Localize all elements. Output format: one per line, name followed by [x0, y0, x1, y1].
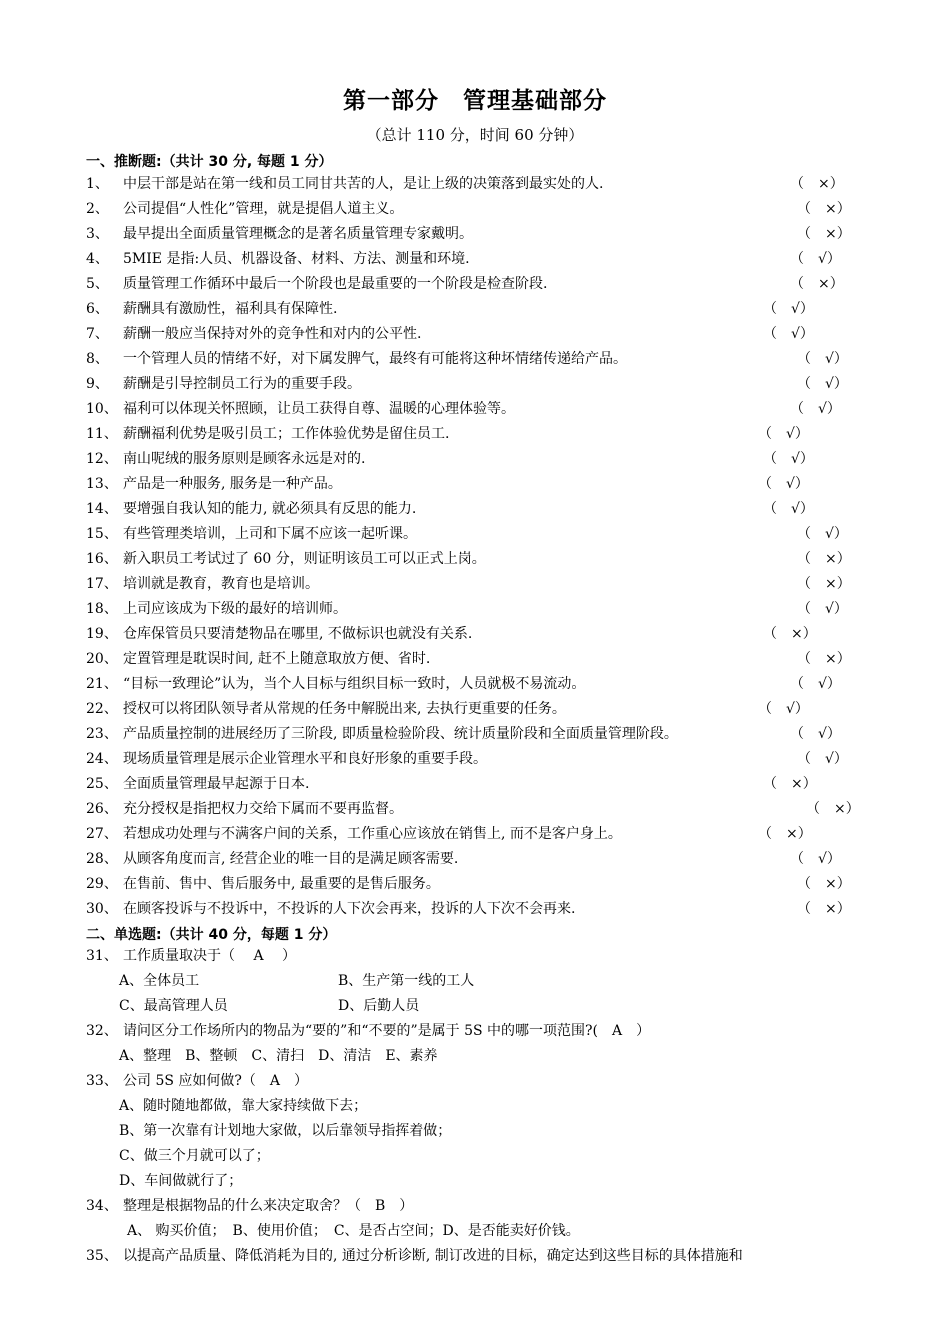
- question-number: 6、: [86, 301, 109, 317]
- option-b: B、生产第一线的工人: [338, 973, 475, 989]
- question-number: 20、: [86, 651, 118, 667]
- question-number: 34、: [86, 1198, 118, 1214]
- question-text: “目标一致理论”认为，当个人目标与组织目标一致时，人员就极不易流动。: [123, 676, 586, 692]
- question-text: 有些管理类培训，上司和下属不应该一起听课。: [123, 526, 417, 542]
- question-number: 11、: [86, 426, 118, 442]
- question-number: 15、: [86, 526, 118, 542]
- answer-mark: （ ×）: [790, 176, 844, 192]
- answer-mark: （ ×）: [797, 201, 851, 217]
- question-text: 在售前、售中、售后服务中, 最重要的是售后服务。: [123, 876, 440, 892]
- question-text: 工作质量取决于（ A ）: [123, 948, 297, 964]
- option-b: B、第一次靠有计划地大家做，以后靠领导指挥着做；: [119, 1123, 452, 1139]
- page-subtitle: （总计 110 分，时间 60 分钟）: [366, 126, 584, 144]
- question-number: 9、: [86, 376, 109, 392]
- question-number: 22、: [86, 701, 118, 717]
- question-number: 14、: [86, 501, 118, 517]
- page-title: 第一部分 管理基础部分: [343, 88, 607, 114]
- question-text: 一个管理人员的情绪不好，对下属发脾气，最终有可能将这种坏情绪传递给产品。: [123, 351, 627, 367]
- question-number: 26、: [86, 801, 118, 817]
- question-number: 5、: [86, 276, 109, 292]
- question-text: 现场质量管理是展示企业管理水平和良好形象的重要手段。: [123, 751, 487, 767]
- answer-mark: （ ×）: [806, 801, 860, 817]
- answer-mark: （ √）: [797, 351, 848, 367]
- question-number: 17、: [86, 576, 118, 592]
- question-number: 32、: [86, 1023, 118, 1039]
- question-number: 29、: [86, 876, 118, 892]
- section-heading-single-choice: 二、单选题:（共计 40 分，每题 1 分）: [86, 927, 337, 943]
- answer-mark: （ ×）: [763, 776, 817, 792]
- answer-mark: （ ×）: [797, 651, 851, 667]
- question-number: 1、: [86, 176, 109, 192]
- answer-mark: （ √）: [790, 851, 841, 867]
- options-line: A、 购买价值； B、使用价值； C、是否占空间；D、是否能卖好价钱。: [127, 1223, 580, 1239]
- question-text: 5MIE 是指:人员、机器设备、材料、方法、测量和环境.: [123, 251, 470, 267]
- question-number: 35、: [86, 1248, 118, 1264]
- answer-mark: （ ×）: [790, 276, 844, 292]
- question-number: 3、: [86, 226, 109, 242]
- question-text: 授权可以将团队领导者从常规的任务中解脱出来, 去执行更重要的任务。: [123, 701, 566, 717]
- answer-mark: （ √）: [758, 701, 809, 717]
- answer-mark: （ √）: [790, 676, 841, 692]
- question-number: 10、: [86, 401, 118, 417]
- question-text: 薪酬福利优势是吸引员工；工作体验优势是留住员工.: [123, 426, 450, 442]
- question-number: 28、: [86, 851, 118, 867]
- question-text: 公司提倡“人性化”管理，就是提倡人道主义。: [123, 201, 404, 217]
- question-text: 充分授权是指把权力交给下属而不要再监督。: [123, 801, 403, 817]
- answer-mark: （ ×）: [797, 876, 851, 892]
- option-d: D、车间做就行了；: [119, 1173, 243, 1189]
- answer-mark: （ √）: [797, 601, 848, 617]
- question-number: 7、: [86, 326, 109, 342]
- section-heading-judgment: 一、推断题:（共计 30 分, 每题 1 分）: [86, 154, 333, 170]
- question-text: 质量管理工作循环中最后一个阶段也是最重要的一个阶段是检查阶段.: [123, 276, 548, 292]
- question-text: 要增强自我认知的能力, 就必须具有反思的能力.: [123, 501, 417, 517]
- question-text: 最早提出全面质量管理概念的是著名质量管理专家戴明。: [123, 226, 473, 242]
- answer-mark: （ √）: [763, 326, 814, 342]
- question-text: 产品是一种服务, 服务是一种产品。: [123, 476, 342, 492]
- question-text: 全面质量管理最早起源于日本.: [123, 776, 310, 792]
- question-number: 30、: [86, 901, 118, 917]
- question-number: 25、: [86, 776, 118, 792]
- option-c: C、做三个月就可以了；: [119, 1148, 270, 1164]
- question-number: 31、: [86, 948, 118, 964]
- question-number: 19、: [86, 626, 118, 642]
- question-text: 上司应该成为下级的最好的培训师。: [123, 601, 347, 617]
- question-number: 23、: [86, 726, 118, 742]
- question-number: 12、: [86, 451, 118, 467]
- question-text: 薪酬具有激励性，福利具有保障性.: [123, 301, 338, 317]
- question-text: 培训就是教育，教育也是培训。: [123, 576, 319, 592]
- question-text: 整理是根据物品的什么来决定取舍？（ B ）: [123, 1198, 414, 1214]
- answer-mark: （ √）: [763, 501, 814, 517]
- answer-mark: （ √）: [797, 376, 848, 392]
- question-text: 产品质量控制的进展经历了三阶段, 即质量检验阶段、统计质量阶段和全面质量管理阶段。: [123, 726, 678, 742]
- question-number: 8、: [86, 351, 109, 367]
- question-number: 2、: [86, 201, 109, 217]
- answer-mark: （ ×）: [797, 551, 851, 567]
- question-number: 33、: [86, 1073, 118, 1089]
- answer-mark: （ √）: [763, 451, 814, 467]
- answer-mark: （ ×）: [797, 576, 851, 592]
- option-c: C、最高管理人员: [119, 998, 228, 1014]
- question-text: 请问区分工作场所内的物品为“要的”和“不要的”是属于 5S 中的哪一项范围?( A ）: [123, 1023, 651, 1039]
- question-text: 薪酬一般应当保持对外的竞争性和对内的公平性.: [123, 326, 422, 342]
- question-number: 18、: [86, 601, 118, 617]
- question-number: 4、: [86, 251, 109, 267]
- option-d: D、后勤人员: [338, 998, 420, 1014]
- question-text: 定置管理是耽误时间, 赶不上随意取放方便、省时.: [123, 651, 431, 667]
- question-number: 21、: [86, 676, 118, 692]
- option-a: A、随时随地都做，靠大家持续做下去；: [119, 1098, 368, 1114]
- answer-mark: （ √）: [758, 426, 809, 442]
- answer-mark: （ √）: [790, 251, 841, 267]
- question-number: 16、: [86, 551, 118, 567]
- question-number: 13、: [86, 476, 118, 492]
- question-text: 新入职员工考试过了 60 分，则证明该员工可以正式上岗。: [123, 551, 486, 567]
- options-line: A、整理 B、整顿 C、清扫 D、清洁 E、素养: [119, 1048, 438, 1064]
- answer-mark: （ ×）: [797, 901, 851, 917]
- question-text: 薪酬是引导控制员工行为的重要手段。: [123, 376, 361, 392]
- answer-mark: （ √）: [797, 751, 848, 767]
- answer-mark: （ √）: [790, 726, 841, 742]
- answer-mark: （ √）: [758, 476, 809, 492]
- question-number: 24、: [86, 751, 118, 767]
- question-text: 以提高产品质量、降低消耗为目的, 通过分析诊断, 制订改进的目标，确定达到这些目标的具体措施和: [123, 1248, 743, 1264]
- question-text: 从顾客角度而言, 经营企业的唯一目的是满足顾客需要.: [123, 851, 459, 867]
- question-text: 公司 5S 应如何做?（ A ）: [123, 1073, 309, 1089]
- question-text: 福利可以体现关怀照顾，让员工获得自尊、温暖的心理体验等。: [123, 401, 515, 417]
- answer-mark: （ ×）: [797, 226, 851, 242]
- question-number: 27、: [86, 826, 118, 842]
- answer-mark: （ ×）: [758, 826, 812, 842]
- question-text: 仓库保管员只要清楚物品在哪里, 不做标识也就没有关系.: [123, 626, 473, 642]
- question-text: 在顾客投诉与不投诉中，不投诉的人下次会再来，投诉的人下次不会再来.: [123, 901, 576, 917]
- question-text: 中层干部是站在第一线和员工同甘共苦的人，是让上级的决策落到最实处的人.: [123, 176, 604, 192]
- question-text: 若想成功处理与不满客户间的关系，工作重心应该放在销售上, 而不是客户身上。: [123, 826, 622, 842]
- answer-mark: （ √）: [797, 526, 848, 542]
- question-text: 南山呢绒的服务原则是顾客永远是对的.: [123, 451, 366, 467]
- option-a: A、全体员工: [119, 973, 200, 989]
- answer-mark: （ ×）: [763, 626, 817, 642]
- answer-mark: （ √）: [763, 301, 814, 317]
- answer-mark: （ √）: [790, 401, 841, 417]
